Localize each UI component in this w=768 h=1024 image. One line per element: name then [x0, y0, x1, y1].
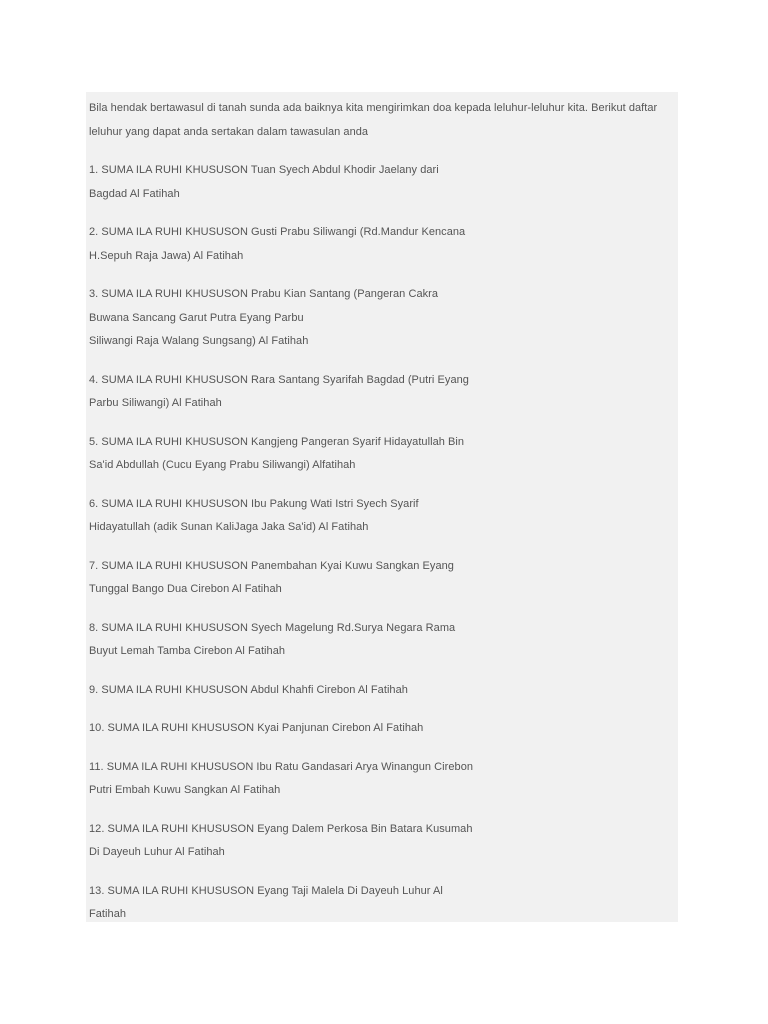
list-item-line: 8. SUMA ILA RUHI KHUSUSON Syech Magelung Rd.Surya Negara Rama	[89, 621, 456, 634]
list-item-line: Siliwangi Raja Walang Sungsang) Al Fatihah	[89, 335, 309, 347]
list-item	[89, 221, 499, 268]
list-item-line: 5. SUMA ILA RUHI KHUSUSON Kangjeng Pangeran Syarif Hidayatullah Bin	[89, 435, 465, 448]
list-item	[89, 493, 499, 540]
list-item	[89, 818, 499, 865]
list-item-line: 11. SUMA ILA RUHI KHUSUSON Ibu Ratu Gandasari Arya Winangun Cirebon	[89, 760, 474, 773]
list-item-line: 6. SUMA ILA RUHI KHUSUSON Ibu Pakung Wati Istri Syech Syarif	[89, 497, 419, 510]
list-item-line: 9. SUMA ILA RUHI KHUSUSON Abdul Khahfi Cirebon Al Fatihah	[89, 683, 408, 696]
list-item	[89, 431, 499, 478]
list-item-line: 13. SUMA ILA RUHI KHUSUSON Eyang Taji Malela Di Dayeuh Luhur Al	[89, 884, 443, 897]
document-text	[89, 97, 675, 942]
list-item-line: Buyut Lemah Tamba Cirebon Al Fatihah	[89, 645, 286, 657]
list-item	[89, 679, 499, 703]
intro-line: leluhur yang dapat anda sertakan dalam tawasulan anda	[89, 125, 369, 138]
ancestor-list	[89, 159, 675, 927]
list-item-line: Hidayatullah (adik Sunan KaliJaga Jaka Sa'id) Al Fatihah	[89, 521, 369, 533]
list-item-line: Bagdad Al Fatihah	[89, 187, 180, 200]
list-item-line: 10. SUMA ILA RUHI KHUSUSON Kyai Panjunan Cirebon Al Fatihah	[89, 722, 424, 734]
list-item-line: 3. SUMA ILA RUHI KHUSUSON Prabu Kian Santang (Pangeran Cakra	[89, 288, 439, 300]
list-item	[89, 283, 499, 354]
list-item-line: Parbu Siliwangi) Al Fatihah	[89, 397, 222, 409]
list-item	[89, 717, 499, 741]
list-item-line: Di Dayeuh Luhur Al Fatihah	[89, 846, 225, 858]
list-item-line: 4. SUMA ILA RUHI KHUSUSON Rara Santang Syarifah Bagdad (Putri Eyang	[89, 373, 469, 386]
list-item-line: Putri Embah Kuwu Sangkan Al Fatihah	[89, 784, 281, 796]
list-item-line: Tunggal Bango Dua Cirebon Al Fatihah	[89, 583, 282, 595]
list-item	[89, 880, 499, 927]
list-item-line: Sa'id Abdullah (Cucu Eyang Prabu Siliwangi) Alfatihah	[89, 459, 356, 471]
list-item-line: 12. SUMA ILA RUHI KHUSUSON Eyang Dalem Perkosa Bin Batara Kusumah	[89, 822, 473, 835]
list-item-line: 7. SUMA ILA RUHI KHUSUSON Panembahan Kyai Kuwu Sangkan Eyang	[89, 559, 454, 572]
list-item	[89, 555, 499, 602]
list-item-line: Fatihah	[89, 908, 127, 920]
list-item-line: 1. SUMA ILA RUHI KHUSUSON Tuan Syech Abdul Khodir Jaelany dari	[89, 164, 439, 176]
list-item-line: 2. SUMA ILA RUHI KHUSUSON Gusti Prabu Siliwangi (Rd.Mandur Kencana	[89, 226, 466, 238]
list-item	[89, 369, 499, 416]
intro-paragraph	[89, 97, 675, 144]
list-item-line: H.Sepuh Raja Jawa) Al Fatihah	[89, 249, 244, 262]
intro-line: Bila hendak bertawasul di tanah sunda ada baiknya kita mengirimkan doa kepada leluhur-leluhur kita. Berikut daftar	[89, 102, 658, 114]
list-item	[89, 756, 499, 803]
list-item-line: Buwana Sancang Garut Putra Eyang Parbu	[89, 311, 304, 324]
list-item	[89, 617, 499, 664]
list-item	[89, 159, 499, 206]
